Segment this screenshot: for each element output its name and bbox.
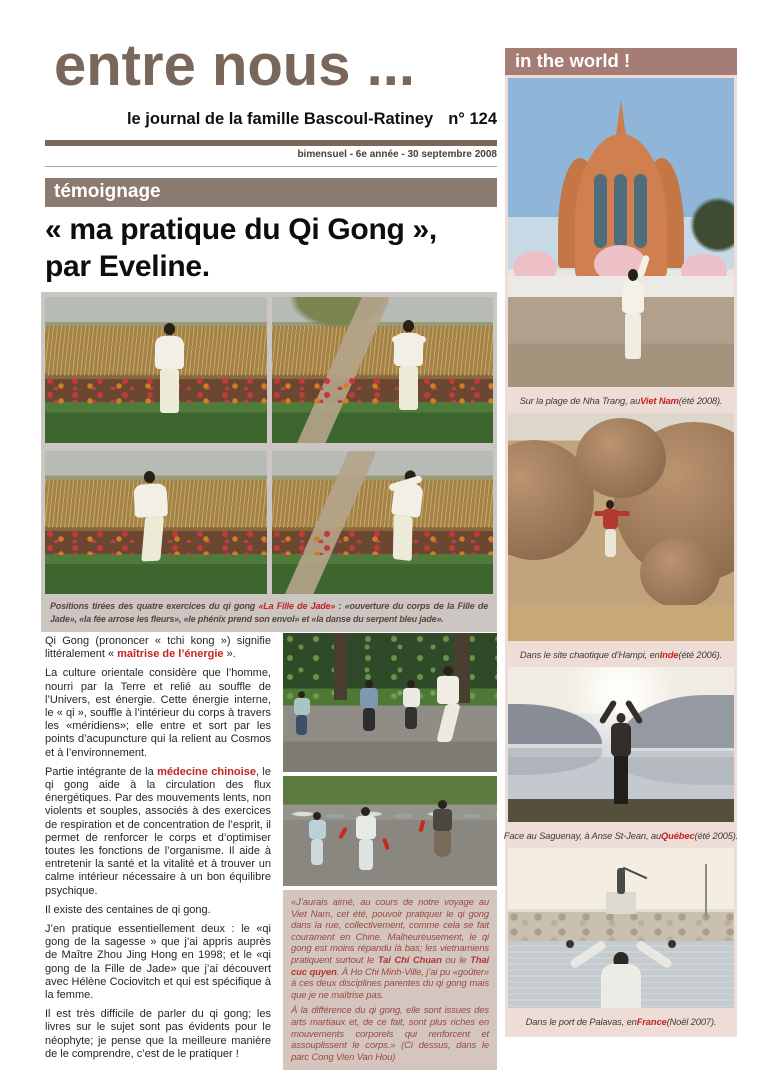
figure-legs (141, 516, 164, 561)
text-segment: Dans le site chaotique d’Hampi, en (519, 648, 660, 660)
accent-text: maîtrise de l’énergie (117, 648, 224, 661)
masthead-subtitle: le journal de la famille Bascoul-Ratiney (126, 110, 434, 128)
figure-legs (605, 529, 616, 557)
figure-skirt (434, 831, 451, 857)
accent-text: Inde (659, 648, 679, 660)
figure-arm (599, 699, 618, 724)
figure-qigong (387, 320, 431, 410)
figure-torso (294, 698, 310, 715)
figure-legs (363, 708, 375, 731)
text-segment: J’en pratique essentiellement deux : le «qi gong de la sagesse » que j’ai appris auprès de Maître Zhou Jing Hong en 1998; et le «qi gong de la Fille de Jade» que j’ai découvert avec Hélène Cociovitch et qui est spécifique à la femme. (45, 923, 271, 1002)
figure-arm (569, 940, 607, 970)
photo-park-taichi (283, 633, 497, 772)
paragraph (45, 667, 271, 759)
statue-figure (617, 868, 625, 894)
figure-head (438, 800, 447, 809)
quote-block (283, 890, 497, 1070)
mast (705, 864, 707, 916)
photo-palavas (508, 848, 734, 1008)
figure-head (606, 500, 614, 509)
figure-qigong (127, 470, 176, 562)
paragraph (45, 635, 271, 661)
photo-caption (505, 387, 737, 413)
tree (688, 195, 734, 255)
figure-head (365, 680, 373, 688)
figure-practitioner (294, 691, 310, 735)
figure-head (628, 269, 638, 281)
text-segment: «J’aurais aimé, au cours de notre voyage au Viet Nam, cet été, pouvoir pratiquer le qi gong dans la rue, collectivement, comme cela se fait courament en Chine. Malheureusement, le qi gong est moins répandu là bas; les vietnamiens pratiquent surtout le (291, 897, 489, 966)
headline-line1: « ma pratique du Qi Gong », (45, 213, 437, 246)
statue-pedestal (606, 892, 636, 914)
photo-garden-pose-3 (45, 451, 267, 594)
figure-legs (399, 366, 418, 410)
figure-torso (611, 723, 631, 757)
statue-rod (623, 867, 648, 879)
photo-nha-trang (508, 78, 734, 387)
photo-grid-caption (45, 600, 493, 625)
article-body (45, 635, 271, 1067)
quote-paragraph (291, 1005, 489, 1063)
figure-torso (360, 688, 378, 708)
figure-torso (403, 688, 420, 707)
figure-sword-practitioner (356, 807, 376, 870)
figure-head (164, 323, 175, 335)
figure-sword-practitioner (433, 800, 452, 857)
accent-text: médecine chinoise (157, 765, 256, 778)
text-segment: Qi Gong (prononcer « tchi kong ») signifie littéralement « (45, 635, 271, 661)
figure-legs (296, 715, 307, 735)
section-banner: témoignage (45, 178, 497, 207)
photo-layer (508, 605, 734, 641)
figure-eveline-red (603, 500, 618, 557)
figure-head (361, 807, 370, 816)
text-segment: Face au Saguenay, à Anse St-Jean, au (503, 829, 662, 841)
text-segment: (été 2006). (678, 648, 723, 660)
red-tassel (382, 837, 390, 850)
text-segment: Dans le port de Palavas, en (525, 1015, 637, 1027)
photo-layer (272, 377, 493, 403)
headline-line2: par Eveline. (45, 250, 210, 283)
tower-window (614, 174, 627, 248)
figure-practitioner-main (437, 666, 459, 742)
dateline: bimensuel - 6e année - 30 septembre 2008 (297, 149, 497, 160)
figure-torso (155, 336, 184, 369)
article-headline (45, 211, 437, 285)
figure-legs (359, 839, 373, 870)
text-segment: . À Ho Chi Minh-Ville, j’ai pu «goûter» à ces deux disciplines parentes du qi gong mais que je ne maîtrise pas. (291, 966, 489, 1001)
figure-arms-raised (566, 936, 676, 1008)
paragraph (45, 904, 271, 917)
text-segment: : «ouverture du corps de la Fille de Jade», «la fée arrose les fleurs», «le phénix prend son envol» et «la danse du serpent bleu jade». (50, 601, 489, 624)
figure-head (443, 666, 453, 676)
photo-layer (272, 326, 493, 376)
accent-text: Thai cuc quyen (291, 954, 490, 978)
photo-park-swords (283, 776, 497, 886)
figure-arms (594, 511, 630, 516)
tower-window (594, 174, 607, 248)
paragraph (45, 1008, 271, 1061)
red-tassel (338, 826, 347, 838)
figure-torso (433, 809, 452, 831)
figure-torso (356, 816, 376, 839)
text-segment: Positions tirées des quatre exercices du qi gong (50, 601, 259, 611)
quote-paragraph (291, 897, 489, 1001)
masthead-subtitle-row (45, 110, 497, 129)
figure-eveline-beach (614, 263, 654, 383)
figure-arm (625, 699, 644, 724)
photo-garden-pose-2 (272, 297, 493, 443)
figure-hand (668, 940, 676, 948)
figure-practitioner (403, 680, 420, 729)
text-segment: Il est très difficile de parler du qi gong; les livres sur le sujet sont pas évidents pour le néophyte; je pense que la meilleure manière de le comprendre, c’est de le pratiquer ! (45, 1008, 271, 1060)
text-segment: À la différence du qi gong, elle sont issues des arts martiaux et, de ce fait, sont plus riches en mouvements corporels qui renforcent et assouplissent le corps.» (Ci dessus, dans le parc Cong Vien Van Hou) (291, 1005, 489, 1063)
figure-head (144, 471, 156, 484)
text-segment: La culture orientale considère que l’homme, nourri par la Terre et relié au souffle de l’Univers, est énergie. Cette énergie interne, le « qi », souffle à l’intérieur du corps à travers les «méridiens»; elle entre et sort par les points d’acupuncture qui la relient au Cosmos et à l’environnement. (45, 667, 271, 759)
text-segment: (été 2005). (694, 829, 739, 841)
figure-legs (160, 369, 179, 413)
figure-legs (625, 313, 641, 359)
figure-qigong (147, 323, 191, 413)
figure-torso (309, 820, 326, 839)
tree-trunk (334, 633, 347, 700)
figure-legs (436, 704, 460, 742)
accent-text: Tai Chi Chuan (377, 954, 442, 966)
figure-head (617, 713, 626, 723)
fisherman-statue (598, 862, 644, 914)
thin-divider (45, 166, 497, 167)
boulder (576, 418, 666, 498)
accent-text: France (636, 1015, 667, 1027)
figure-legs (311, 839, 323, 865)
figure-torso (133, 483, 168, 518)
boulder (640, 538, 720, 608)
text-segment: , le qi gong aide à la circulation des flux énergétiques. Par des mouvements lents, non violents et souples, associés à des exercices de respiration et de concentration de l’esprit, il permet de renforcer le corps et d’optimiser toutes les fonctions de l’organisme. Il aide à entretenir la santé et la vitalité et à trouver un calme intérieur nécessaire à un bon équilibre psychique. (45, 765, 271, 897)
accent-text: «La Fille de Jade» (258, 601, 336, 611)
photo-caption (505, 822, 737, 848)
paragraph (45, 766, 271, 898)
world-sidebar (505, 48, 737, 1037)
photo-garden-pose-4 (272, 451, 493, 594)
photo-grid-panel (41, 292, 497, 632)
figure-sword-practitioner (309, 812, 326, 865)
figure-hand (566, 940, 574, 948)
figure-legs (614, 756, 628, 804)
figure-torso (622, 281, 644, 313)
photo-hampi (508, 413, 734, 641)
photo-caption (505, 641, 737, 667)
photo-garden-pose-1 (45, 297, 267, 443)
text-segment: ou le (441, 954, 471, 966)
red-tassel (419, 820, 426, 833)
figure-jacket (601, 964, 641, 1008)
paragraph (45, 923, 271, 1002)
figure-head (403, 320, 414, 332)
accent-text: Québec (661, 829, 695, 841)
accent-text: Viet Nam (640, 394, 679, 406)
figure-practitioner (360, 680, 378, 731)
text-segment: Il existe des centaines de qi gong. (45, 903, 211, 916)
text-segment: ». (223, 648, 236, 661)
figure-head (407, 680, 415, 688)
text-segment: Partie intégrante de la (45, 765, 158, 778)
figure-silhouette (591, 701, 651, 811)
figure-head (313, 812, 321, 820)
issue-number: n° 124 (448, 110, 497, 128)
photo-grid (45, 297, 493, 594)
photo-caption (505, 1008, 737, 1034)
thick-divider (45, 140, 497, 146)
figure-head (298, 691, 305, 698)
text-segment: Sur la plage de Nha Trang, au (519, 394, 641, 406)
masthead-title: entre nous ... (54, 33, 415, 98)
figure-arms (392, 336, 426, 343)
photo-saguenay (508, 667, 734, 822)
figure-legs (405, 707, 417, 729)
figure-torso (437, 676, 459, 704)
text-segment: (été 2008). (678, 394, 723, 406)
figure-legs (392, 514, 412, 561)
world-banner: in the world ! (505, 48, 737, 75)
tower-window (634, 174, 647, 248)
text-segment: (Noël 2007). (666, 1015, 717, 1027)
